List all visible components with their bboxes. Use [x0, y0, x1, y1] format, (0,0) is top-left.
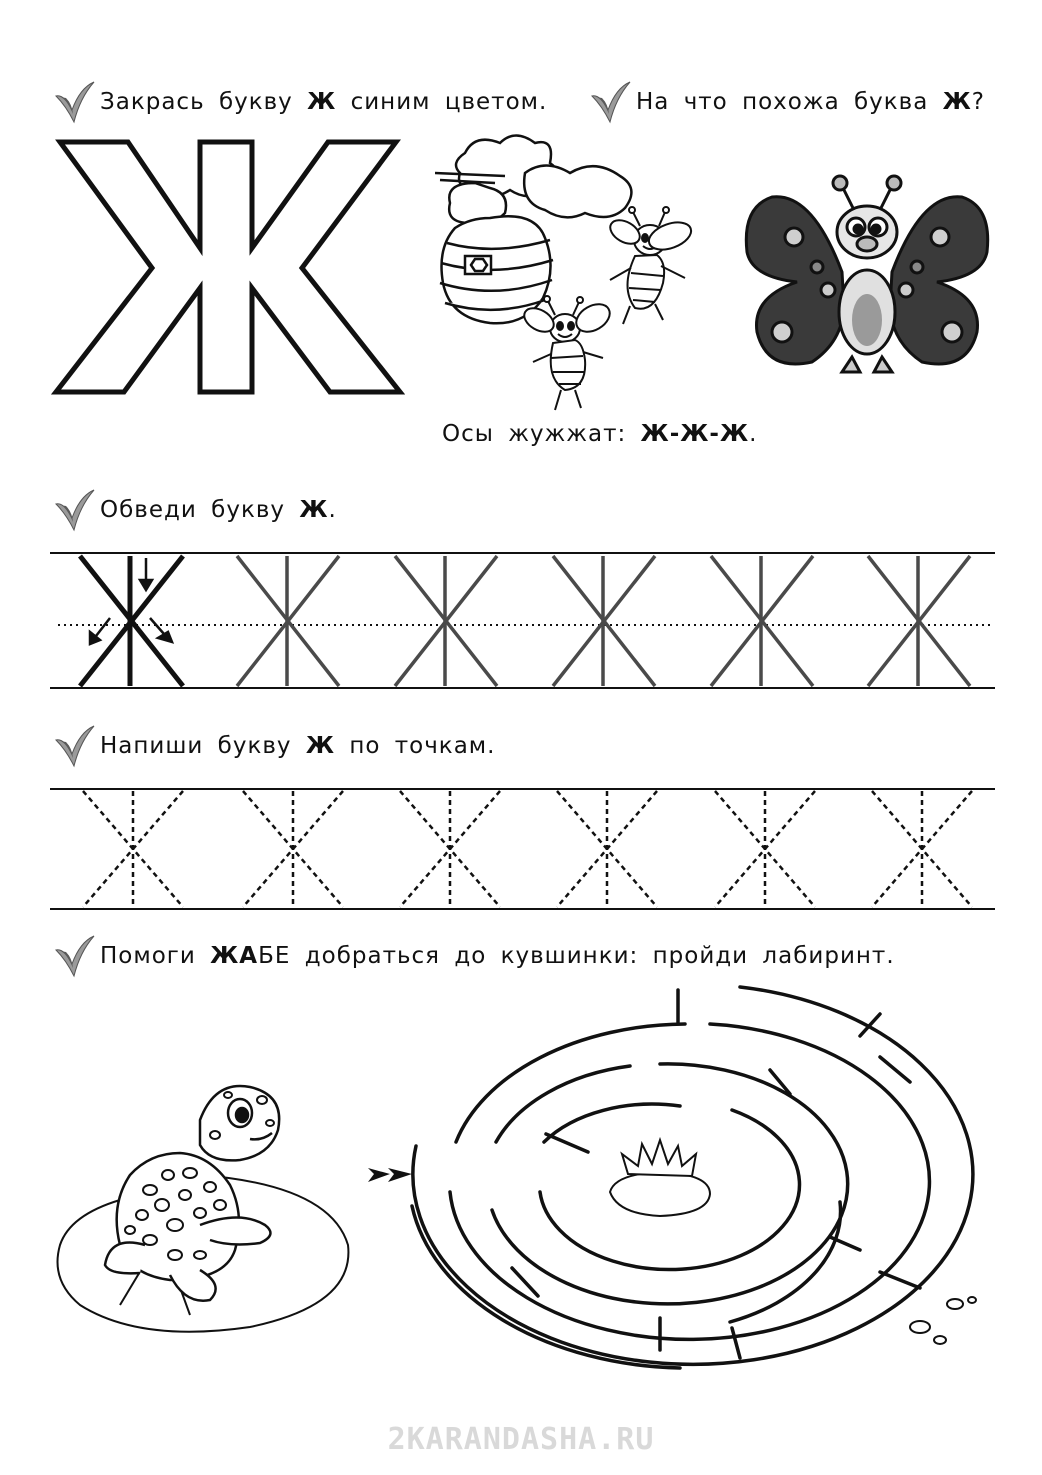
instruction-dotted-letter	[54, 726, 495, 766]
instruction-what-resembles	[590, 82, 985, 122]
trace-letter-sample	[80, 556, 183, 686]
butterfly-icon	[746, 176, 987, 372]
instruction-trace-letter	[54, 490, 337, 530]
trace-letter-guides	[237, 556, 970, 686]
tree-branch	[435, 136, 631, 225]
pebbles	[910, 1297, 976, 1344]
checkmark-icon	[54, 934, 96, 978]
instruction-text: Закрась букву Ж синим цветом.	[100, 89, 548, 115]
instruction-text: Помоги ЖАБЕ добраться до кувшинки: пройди лабиринт.	[100, 943, 895, 969]
beehive-icon	[440, 216, 553, 323]
checkmark-icon	[54, 80, 96, 124]
big-letter-outline[interactable]	[50, 138, 405, 398]
dotted-letter-row[interactable]	[50, 785, 995, 915]
checkmark-icon	[590, 80, 632, 124]
arrow-icon	[368, 1168, 412, 1182]
butterfly-illustration	[742, 172, 992, 382]
instruction-text: На что похожа буква Ж?	[636, 89, 986, 115]
instruction-text: Напиши букву Ж по точкам.	[100, 733, 496, 759]
bee-icon	[606, 207, 695, 324]
maze[interactable]	[360, 982, 1040, 1377]
trace-letter-row[interactable]	[50, 548, 995, 693]
checkmark-icon	[54, 488, 96, 532]
beehive-illustration	[435, 128, 700, 413]
bee-caption: Осы жужжат: Ж-Ж-Ж.	[442, 421, 758, 447]
watermark: 2KARANDASHA.RU	[387, 1422, 655, 1457]
dotted-letters	[83, 791, 972, 907]
checkmark-icon	[54, 724, 96, 768]
water-lily-icon	[610, 1140, 710, 1216]
instruction-color-letter	[54, 82, 547, 122]
frog-illustration	[50, 1075, 360, 1345]
bee-icon	[520, 296, 614, 410]
instruction-maze	[54, 936, 895, 976]
instruction-text: Обведи букву Ж.	[100, 497, 337, 523]
